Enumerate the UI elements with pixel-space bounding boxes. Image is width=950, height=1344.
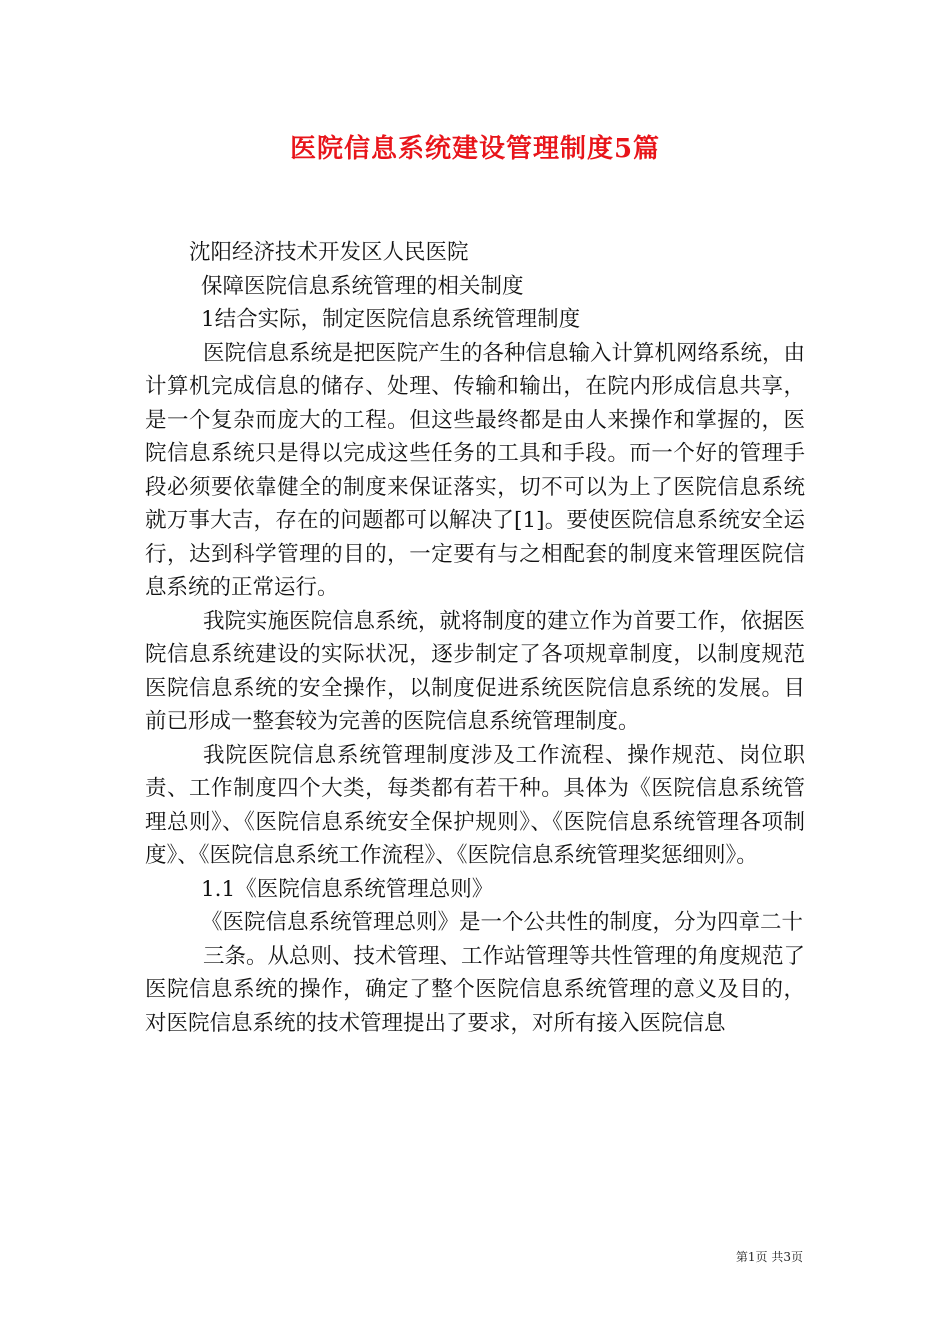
document-title: 医院信息系统建设管理制度5篇 (289, 134, 661, 164)
paragraph-section-heading: 保障医院信息系统管理的相关制度 (201, 273, 524, 299)
paragraph-subsection-heading: 1.1《医院信息系统管理总则》 (201, 876, 494, 902)
paragraph-hospital-name: 沈阳经济技术开发区人民医院 (189, 240, 469, 265)
page-number: 第1页 共3页 (735, 1250, 803, 1264)
paragraph-body: 我院医院信息系统管理制度涉及工作流程、操作规范、岗位职责、工作制度四个大类，每类都有若干种。具体为《医院信息系统管理总则》、《医院信息系统安全保护规则》、《医院信息系统管理各项制度》、《医院信息系统工作流程》、《医院信息系统管理奖惩细则》。 (145, 742, 805, 868)
paragraph-body: 《医院信息系统管理总则》是一个公共性的制度，分为四章二十 (201, 910, 804, 935)
paragraph-body: 我院实施医院信息系统，就将制度的建立作为首要工作，依据医院信息系统建设的实际状况，逐步制定了各项规章制度，以制度规范医院信息系统的安全操作，以制度促进系统医院信息系统的发展。目前已形成一整套较为完善的医院信息系统管理制度。 (145, 608, 806, 734)
paragraph-subsection-heading: 1结合实际，制定医院信息系统管理制度 (201, 307, 581, 332)
paragraph-body: 三条。从总则、技术管理、工作站管理等共性管理的角度规范了医院信息系统的操作，确定了整个医院信息系统管理的意义及目的，对医院信息系统的技术管理提出了要求，对所有接入医院信息 (145, 943, 806, 1036)
paragraph-body: 医院信息系统是把医院产生的各种信息输入计算机网络系统，由计算机完成信息的储存、处理、传输和输出，在院内形成信息共享，是一个复杂而庞大的工程。但这些最终都是由人来操作和掌握的，医院信息系统只是得以完成这些任务的工具和手段。而一个好的管理手段必须要依靠健全的制度来保证落实，切不可以为上了医院信息系统就万事大吉，存在的问题都可以解决了[1]。要使医院信息系统安全运行，达到科学管理的目的，一定要有与之相配套的制度来管理医院信息系统的正常运行。 (145, 340, 806, 600)
document-body (145, 236, 805, 1040)
